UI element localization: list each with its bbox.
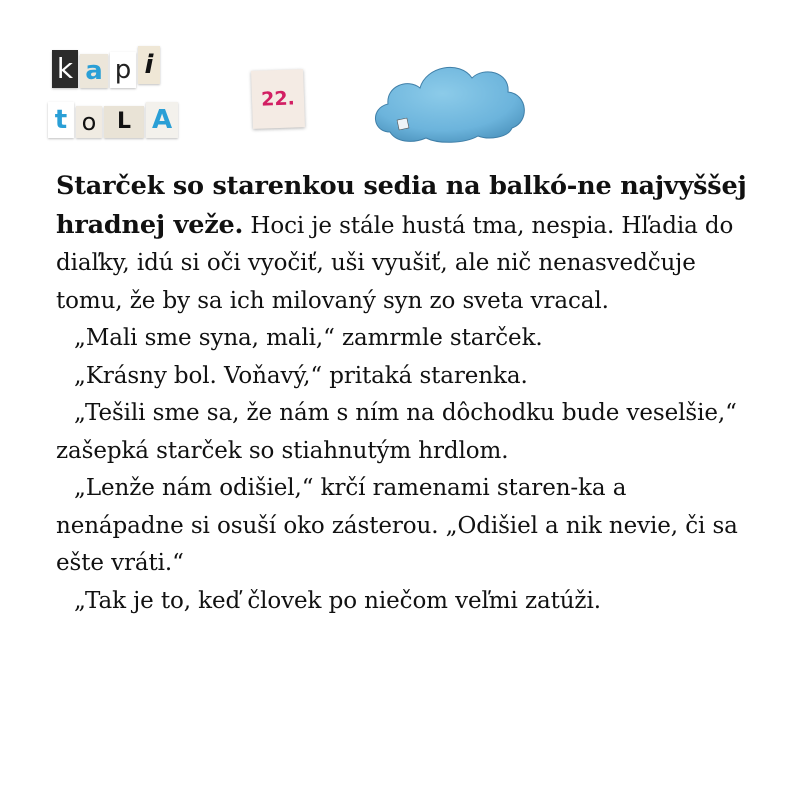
title-letter-o: o	[76, 106, 102, 138]
story-paragraph: „Tak je to, keď človek po niečom veľmi zatúži.	[74, 587, 601, 614]
title-letter-t: t	[48, 102, 74, 138]
story-lead-rest: Hoci je stále hustá tma, nespia. Hľadia do diaľky, idú si oči vyočiť, uši vyušiť, ale nič nenasvedčuje tomu, že by sa ich milovaný syn zo sveta vracal.	[56, 212, 734, 314]
story-paragraph: „Tešili sme sa, že nám s ním na dôchodku bude veselšie,“ zašepká starček so stiahnutým hrdlom.	[56, 400, 737, 464]
title-letter-p: p	[110, 52, 136, 88]
story-lead-bold: Starček so starenkou sedia na balkó-ne najvyššej hradnej veže.	[56, 171, 747, 240]
title-letter-l: L	[104, 106, 144, 138]
story-lead-paragraph	[56, 168, 756, 320]
story-text	[56, 168, 756, 620]
title-letter-i: i	[138, 46, 160, 84]
title-letter-a2: A	[146, 102, 178, 138]
story-paragraph: „Mali sme syna, mali,“ zamrmle starček.	[74, 325, 543, 351]
story-paragraph: „Lenže nám odišiel,“ krčí ramenami staren-ka a nenápadne si osuší oko zásterou. „Odišiel a nik nevie, či sa ešte vráti.“	[56, 475, 738, 576]
title-letter-a: a	[80, 54, 108, 88]
title-letter-k: k	[52, 50, 78, 88]
cloud-icon	[368, 52, 532, 148]
chapter-number: 22.	[251, 69, 305, 129]
story-paragraph: „Krásny bol. Voňavý,“ pritaká starenka.	[74, 362, 528, 389]
